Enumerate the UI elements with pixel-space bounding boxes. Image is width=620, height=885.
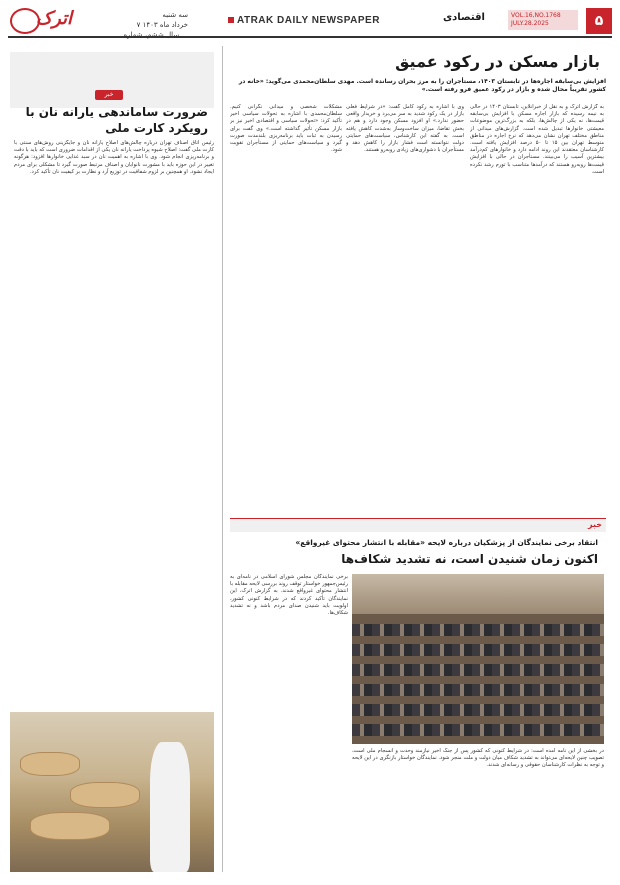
logo-text: اترک — [36, 8, 73, 29]
bread-loaf — [70, 782, 140, 808]
date-line-2: ۷ خرداد ماه ۱۴۰۳ — [136, 21, 188, 29]
volume-info — [508, 10, 578, 30]
bread-loaf — [30, 812, 110, 840]
column-divider — [222, 46, 223, 872]
seat-row — [352, 664, 604, 676]
main-story-column-2: وی با اشاره به رکود کامل گفت: «در شرایط فعلی بازار در یک رکود شدید به سر می‌برد و خریدار واقعی حضور ندارد.» او افزود مسکن وجود دارد و هم در بخش تقاضا، میزان ساخت‌وساز به‌شدت کاهش یافته است. به گفته این کارشناس، سیاست‌های حمایتی دولت نتوانسته است فشار بازار را کاهش دهد و مستأجران با دشواری‌های زیادی روبه‌رو هستند. — [346, 104, 464, 154]
page-number: ۵ — [586, 8, 612, 34]
date-line-3: سال ششم، شماره ... — [123, 31, 188, 39]
second-story-column-2: در بخشی از این نامه آمده است: در شرایط کنونی که کشور پس از جنگ اخیر نیازمند وحدت و انسجام ملی است، تصویب چنین لایحه‌ای می‌تواند به تشدید شکاف میان دولت و ملت منجر شود. نمایندگان خواستار بازنگری در این لایحه و توجه به نظرات کارشناسان حقوقی و رسانه‌ای شدند. — [352, 748, 604, 769]
english-date: JULY.28.2025 — [511, 20, 549, 27]
news-section-bar — [230, 518, 606, 532]
sidebar-text: رئیس اتاق اصناف تهران درباره چالش‌های اصلاح یارانه نان و جایگزینی روش‌های سنتی با کارت ملی گفت: اصلاح شیوه پرداخت یارانه نان یکی از اقدامات ضروری است که باید با دقت و برنامه‌ریزی انجام شود. وی با اشاره به اهمیت نان در سبد غذایی خانوارها افزود: هرگونه تغییر در این حوزه باید با مشورت نانوایان و اصناف مرتبط صورت گیرد تا مشکلی برای مردم ایجاد نشود. او همچنین بر لزوم شفافیت در توزیع آرد و نظارت بر کیفیت نان تأکید کرد. — [14, 140, 214, 175]
parliament-wall — [352, 574, 604, 614]
date-line-1: سه شنبه — [162, 11, 188, 19]
second-story-headline: اکنون زمان شنیدن است، نه تشدید شکاف‌ها — [341, 552, 598, 566]
newspaper-title-text: ATRAK DAILY NEWSPAPER — [237, 15, 380, 26]
issue-date — [108, 10, 188, 40]
red-square-icon — [228, 17, 234, 23]
seat-row — [352, 644, 604, 656]
sidebar-badge: خبر — [95, 90, 123, 100]
masthead — [8, 6, 612, 38]
newspaper-logo — [8, 6, 104, 36]
newspaper-title — [228, 15, 380, 26]
main-story-column-1: به گزارش اترک و به نقل از خبرآنلاین، تابستان ۱۴۰۳ در حالی به نیمه رسیده که بازار اجاره مسکن با افزایش بی‌سابقه قیمت‌ها، نه یکی از چالش‌ها، بلکه به بزرگ‌ترین موضوعات معیشتی خانوارها تبدیل شده است. گزارش‌های میدانی از مناطق مختلف تهران نشان می‌دهد که نرخ اجاره در مناطق متوسط تهران بین ۱۵ تا ۵۰ درصد افزایش یافته است. کارشناسان معتقدند این روند ادامه دارد و خانوارهای کم‌درآمد بیشترین آسیب را می‌بینند. مستأجران در حالی با افزایش قیمت‌ها روبه‌رو هستند که درآمدها متناسب با تورم رشد نکرده است. — [470, 104, 604, 175]
main-story-column-3: مشکلات شخصی و میدانی نگرانی کنیم. سلطان‌محمدی با اشاره به تحولات سیاسی اخیر تأکید کرد: «تحولات سیاسی و اقتصادی اخیر نیز بر بازار مسکن تأثیر گذاشته است.» وی گفت برای رسیدن به ثبات باید برنامه‌ریزی بلندمدت صورت گیرد و سیاست‌های حمایتی از مستأجران تقویت شود. — [230, 104, 342, 154]
second-story-column-1: برخی نمایندگان مجلس شورای اسلامی در نامه‌ای به رئیس‌جمهور خواستار توقف روند بررسی لایحه مقابله با انتشار محتوای غیرواقع شدند. به گزارش اترک، این نمایندگان تأکید کردند که در شرایط کنونی کشور، اولویت باید شنیدن صدای مردم باشد و نه تشدید شکاف‌ها. — [230, 574, 348, 617]
second-story-kicker: انتقاد برخی نمایندگان از پزشکیان درباره لایحه «مقابله با انتشار محتوای غیرواقع» — [295, 538, 598, 547]
main-lead: افزایش بی‌سابقه اجاره‌ها در تابستان ۱۴۰۳، مستأجران را به مرز بحران رسانده است. مهدی سلطان‌محمدی می‌گوید: «خانه در کشور تقریباً محال شده و بازار در رکود عمیق فرو رفته است.» — [238, 78, 606, 93]
bakery-photo — [10, 712, 214, 872]
bread-loaf — [20, 752, 80, 776]
sidebar-headline: ضرورت ساماندهی یارانه نان با رویکرد کارت ملی — [25, 105, 208, 135]
main-headline: بازار مسکن در رکود عمیق — [395, 52, 600, 71]
seat-row — [352, 704, 604, 716]
seat-row — [352, 624, 604, 636]
baker-figure — [150, 742, 190, 872]
news-label: خبر — [587, 520, 602, 529]
section-name: اقتصادی — [443, 12, 485, 23]
volume-number: VOL.16,NO.1768 — [511, 12, 561, 19]
seat-row — [352, 724, 604, 736]
parliament-photo — [352, 574, 604, 744]
seat-row — [352, 684, 604, 696]
